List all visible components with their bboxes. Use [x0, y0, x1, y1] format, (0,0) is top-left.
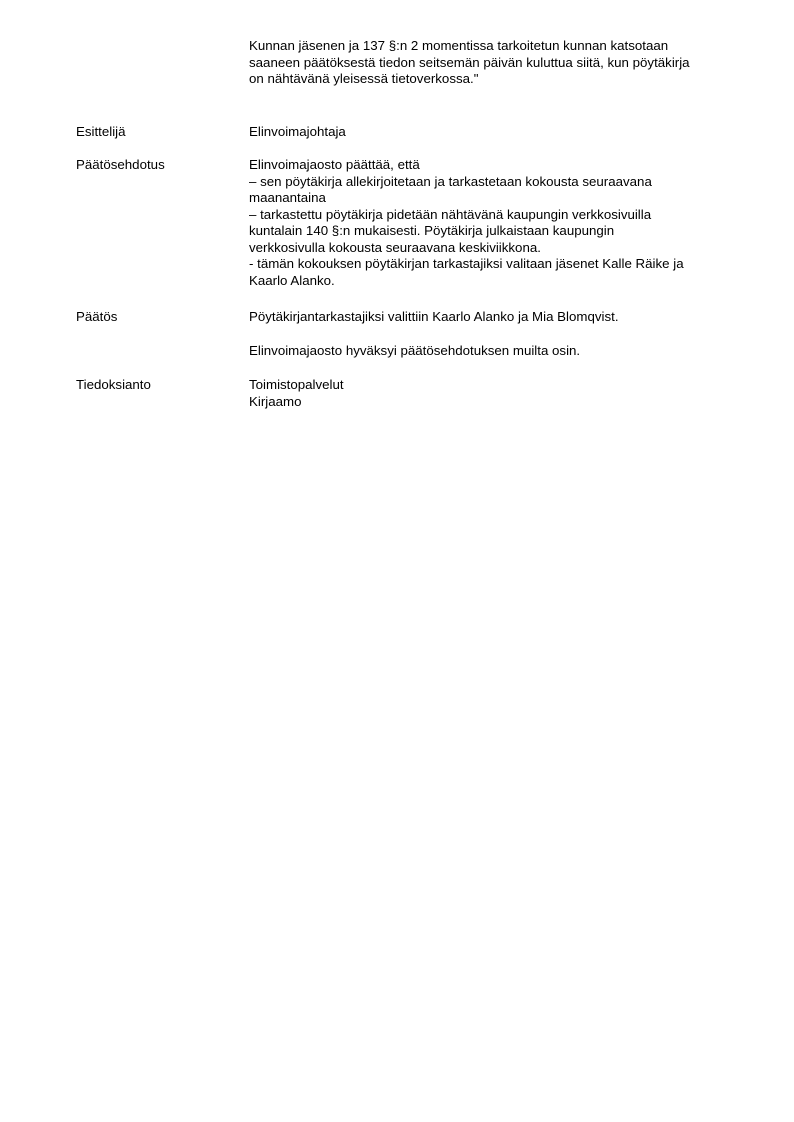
paatosehdotus-line: maanantaina [249, 190, 326, 205]
intro-line: Kunnan jäsenen ja 137 §:n 2 momentissa tarkoitetun kunnan katsotaan [249, 38, 669, 53]
paatos-text [249, 309, 749, 359]
paatosehdotus-text [249, 157, 749, 289]
paatosehdotus-line: - tämän kokouksen pöytäkirjan tarkastajiksi valitaan jäsenet Kalle Räike ja [249, 256, 684, 271]
tiedoksianto-recipient: Toimistopalvelut [249, 377, 344, 392]
paatosehdotus-line: – tarkastettu pöytäkirja pidetään nähtävänä kaupungin verkkosivuilla [249, 206, 652, 222]
intro-paragraph [249, 38, 749, 88]
tiedoksianto-text [249, 377, 749, 410]
paatosehdotus-line: verkkosivulla kokousta seuraavana keskiviikkona. [249, 239, 541, 255]
tiedoksianto-recipient: Kirjaamo [249, 393, 302, 409]
paatosehdotus-line: – sen pöytäkirja allekirjoitetaan ja tarkastetaan kokousta seuraavana [249, 173, 652, 189]
paragraph-spacer [249, 326, 749, 343]
paatos-label: Päätös [76, 309, 118, 324]
paatos-paragraph-1: Pöytäkirjantarkastajiksi valittiin Kaarlo Alanko ja Mia Blomqvist. [249, 309, 619, 324]
esittelija-text: Elinvoimajohtaja [249, 124, 346, 139]
paatosehdotus-line: kuntalain 140 §:n mukaisesti. Pöytäkirja julkaistaan kaupungin [249, 223, 615, 238]
paatosehdotus-line: Elinvoimajaosto päättää, että [249, 157, 420, 172]
paatosehdotus-label: Päätösehdotus [76, 157, 165, 172]
intro-line: on nähtävänä yleisessä tietoverkossa." [249, 71, 479, 86]
esittelija-label: Esittelijä [76, 124, 126, 139]
paatosehdotus-line: Kaarlo Alanko. [249, 272, 335, 288]
intro-line: saaneen päätöksestä tiedon seitsemän päivän kuluttua siitä, kun pöytäkirja [249, 54, 690, 70]
tiedoksianto-label: Tiedoksianto [76, 377, 151, 392]
paatos-paragraph-2: Elinvoimajaosto hyväksyi päätösehdotuksen muilta osin. [249, 342, 581, 358]
esittelija-value [249, 124, 749, 141]
